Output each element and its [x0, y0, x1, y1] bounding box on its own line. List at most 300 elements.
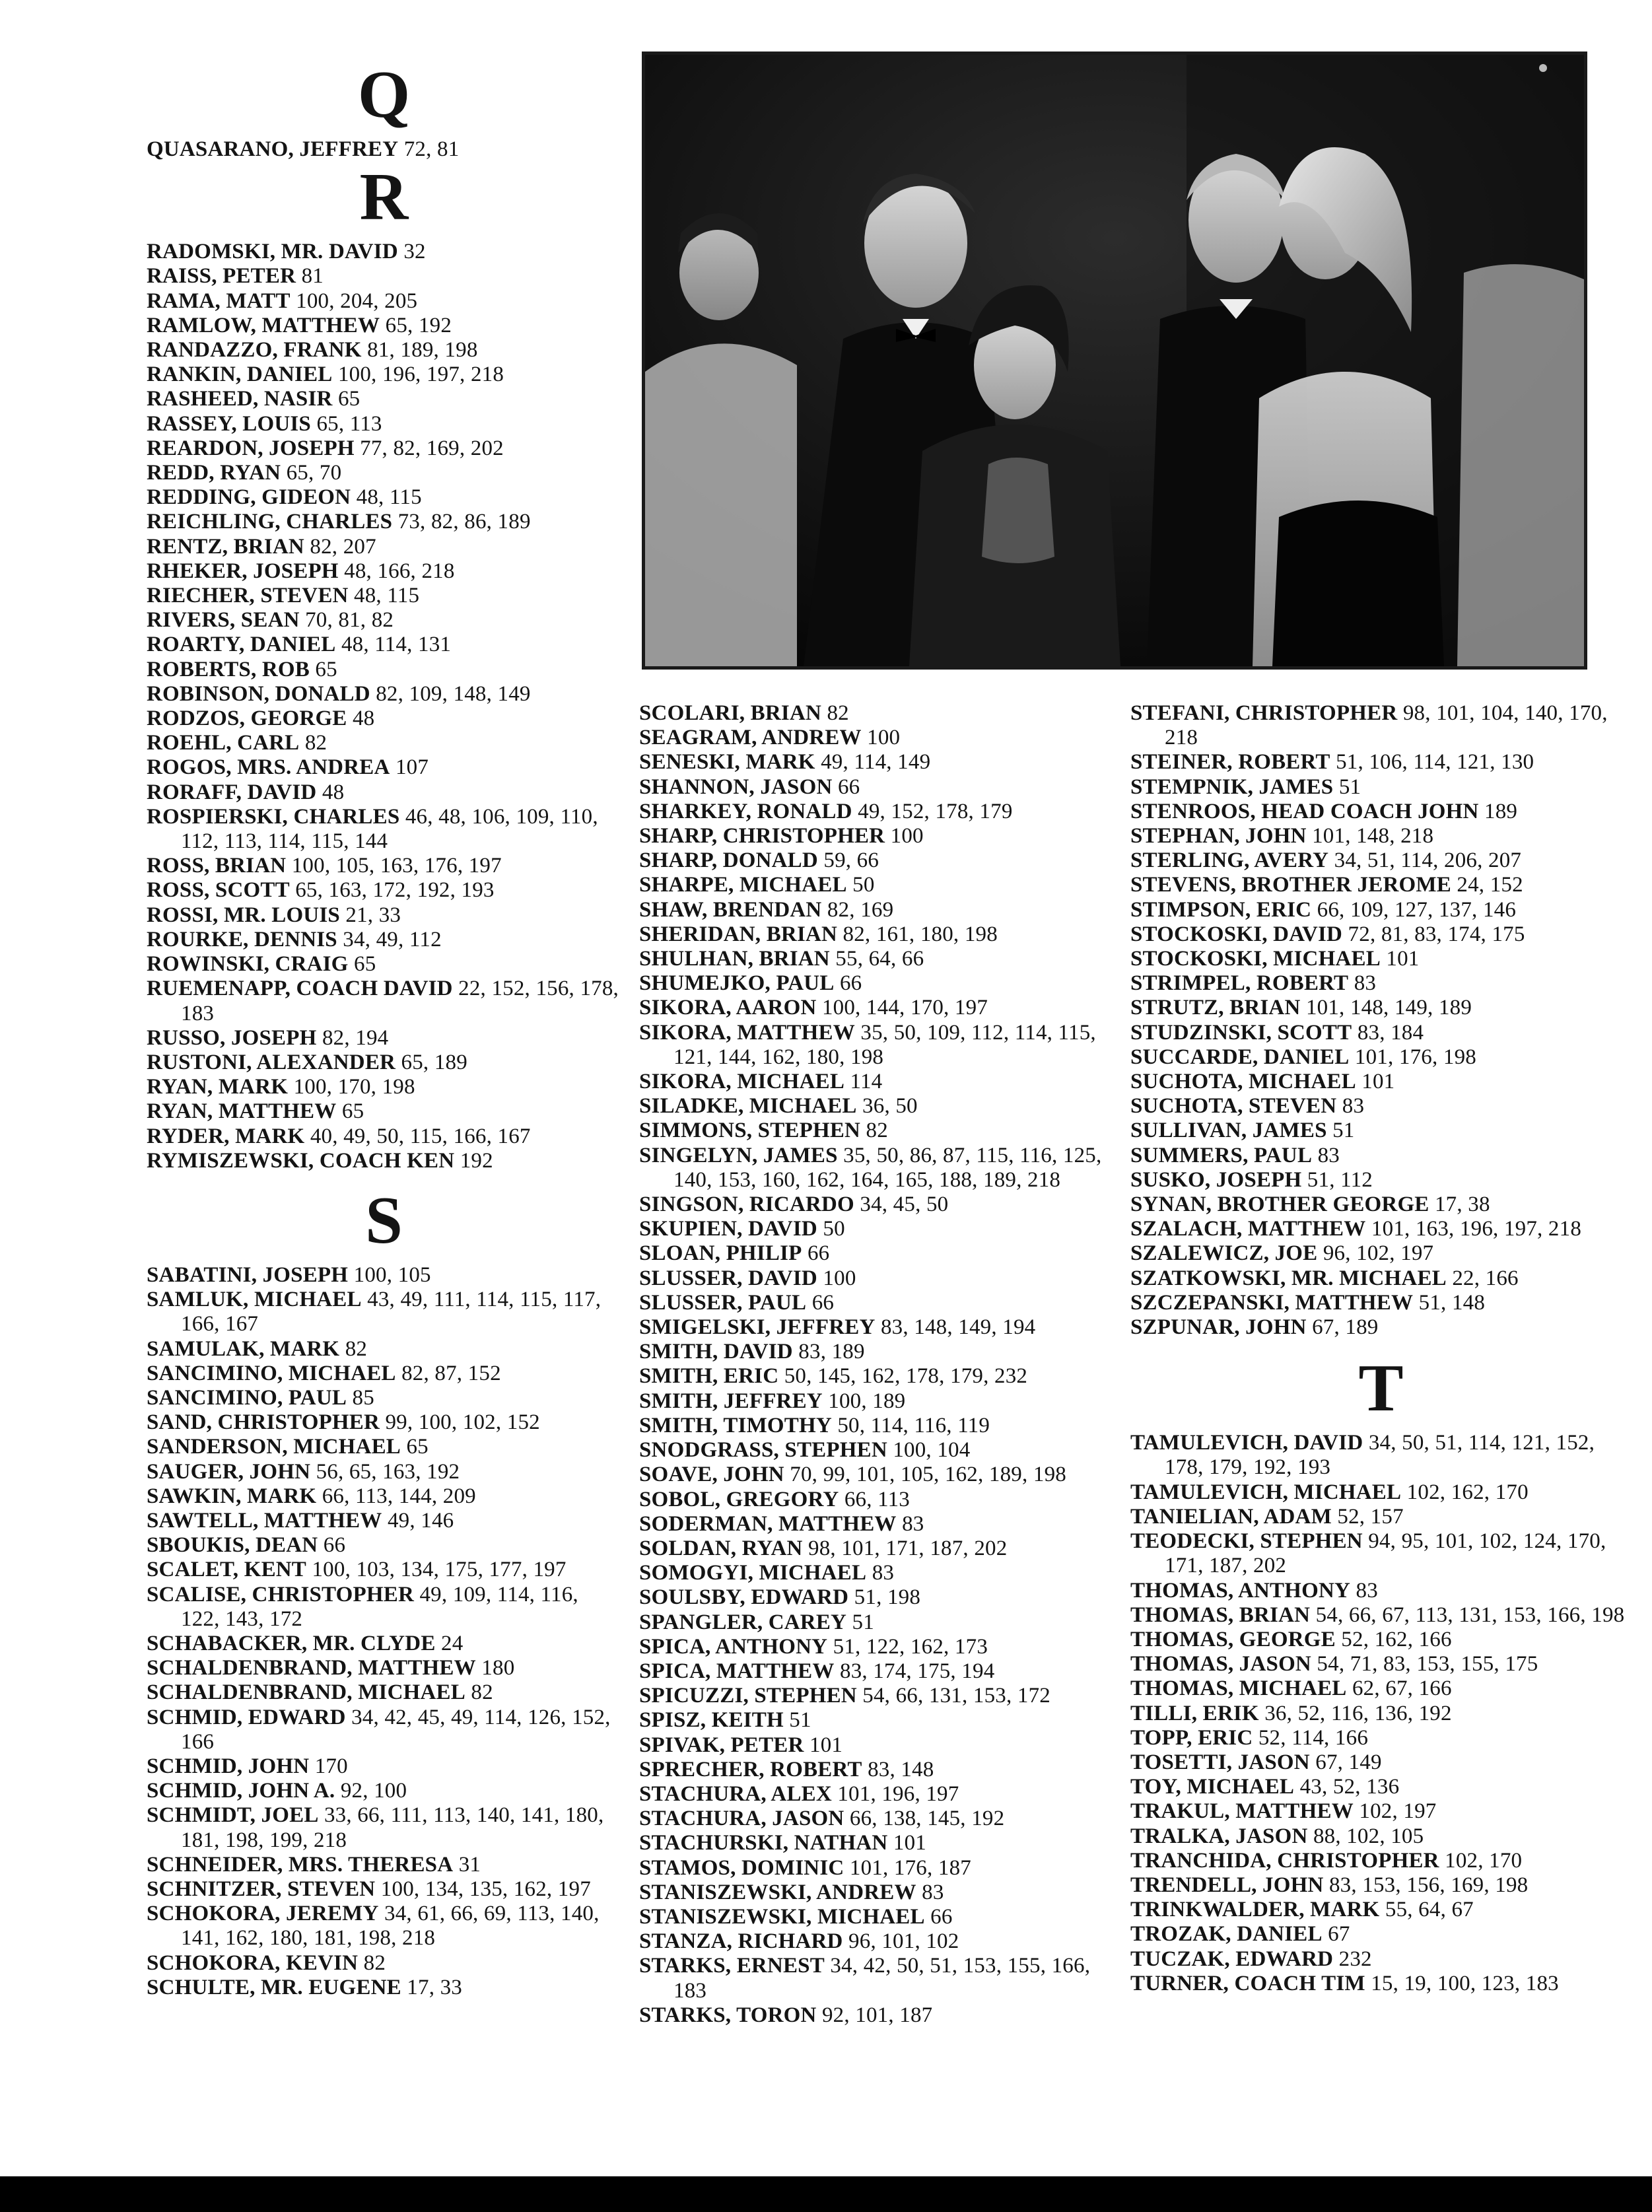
entry-pages: 100, 134, 135, 162, 197	[380, 1877, 591, 1901]
index-entry	[1130, 1480, 1632, 1505]
index-entry	[1130, 1972, 1632, 1996]
entry-pages: 43, 52, 136	[1299, 1775, 1400, 1799]
index-entry	[639, 1561, 1121, 1585]
entry-pages: 32	[403, 240, 426, 264]
entry-name: STARKS, ERNEST	[639, 1954, 825, 1978]
entry-pages: 31	[458, 1852, 481, 1877]
entry-name: STARKS, TORON	[639, 2003, 817, 2027]
index-entry	[639, 1340, 1121, 1364]
section-letter-r: R	[359, 160, 409, 235]
entry-pages: 34, 42, 50, 51, 153, 155, 166, 183	[673, 1954, 1091, 2003]
index-entry	[147, 755, 622, 780]
entry-pages: 65	[341, 1099, 364, 1124]
index-entry	[147, 264, 622, 289]
entry-name: SCOLARI, BRIAN	[639, 701, 822, 725]
entry-name: RUEMENAPP, COACH DAVID	[147, 977, 453, 1001]
entry-pages: 96, 102, 197	[1323, 1241, 1434, 1266]
entry-name: TUCZAK, EDWARD	[1130, 1947, 1334, 1971]
index-entry	[147, 584, 622, 608]
index-entry	[1130, 1431, 1632, 1480]
entry-name: SCHOKORA, JEREMY	[147, 1902, 379, 1926]
entry-pages: 72, 81, 83, 174, 175	[1348, 922, 1525, 946]
index-entry	[639, 1708, 1121, 1733]
entry-name: SIMMONS, STEPHEN	[639, 1119, 861, 1143]
entry-name: TILLI, ERIK	[1130, 1701, 1259, 1725]
index-entry	[639, 701, 1121, 726]
index-entry	[1130, 1702, 1632, 1726]
index-entry	[639, 1782, 1121, 1807]
entry-name: SMITH, TIMOTHY	[639, 1413, 832, 1437]
entry-pages: 98, 101, 171, 187, 202	[808, 1536, 1008, 1560]
index-list-q	[147, 137, 622, 162]
entry-name: SOLDAN, RYAN	[639, 1536, 803, 1560]
entry-name: SCHMID, JOHN	[147, 1754, 310, 1778]
entry-name: SIKORA, MICHAEL	[639, 1070, 845, 1094]
entry-pages: 22, 152, 156, 178, 183	[181, 977, 619, 1025]
entry-name: SAUGER, JOHN	[147, 1459, 311, 1484]
entry-name: SZALEWICZ, JOE	[1130, 1241, 1318, 1266]
entry-pages: 72, 81	[403, 137, 460, 161]
entry-name: SHAW, BRENDAN	[639, 897, 822, 922]
entry-name: SAND, CHRISTOPHER	[147, 1410, 380, 1435]
index-entry	[147, 1337, 622, 1362]
index-entry	[1130, 775, 1632, 800]
entry-name: SABATINI, JOSEPH	[147, 1262, 349, 1287]
entry-pages: 65, 70	[286, 461, 342, 485]
index-entry	[147, 633, 622, 657]
entry-name: SHARKEY, RONALD	[639, 799, 852, 823]
entry-pages: 82	[304, 731, 327, 755]
entry-name: TRAKUL, MATTHEW	[1130, 1799, 1354, 1824]
entry-pages: 54, 71, 83, 153, 155, 175	[1317, 1652, 1538, 1676]
page-bottom-border	[0, 2176, 1652, 2212]
entry-pages: 52, 157	[1337, 1504, 1404, 1529]
entry-name: TOY, MICHAEL	[1130, 1775, 1295, 1799]
index-entry	[147, 240, 622, 264]
entry-pages: 34, 50, 51, 114, 121, 152, 178, 179, 192, 193	[1165, 1431, 1595, 1480]
index-entry	[147, 780, 622, 805]
entry-name: STRUTZ, BRIAN	[1130, 996, 1301, 1020]
entry-pages: 102, 170	[1445, 1848, 1523, 1873]
entry-name: TANIELIAN, ADAM	[1130, 1504, 1332, 1529]
entry-pages: 51, 112	[1307, 1167, 1373, 1192]
entry-pages: 82	[363, 1951, 386, 1975]
index-entry	[1130, 1241, 1632, 1266]
entry-pages: 51, 106, 114, 121, 130	[1336, 750, 1534, 775]
entry-pages: 82, 161, 180, 198	[843, 922, 998, 946]
index-entry	[639, 1488, 1121, 1512]
index-entry	[1130, 1266, 1632, 1291]
index-entry	[1130, 1799, 1632, 1824]
entry-pages: 55, 64, 67	[1385, 1898, 1474, 1922]
entry-pages: 92, 101, 187	[821, 2003, 933, 2027]
entry-pages: 83, 153, 156, 169, 198	[1328, 1873, 1529, 1897]
entry-pages: 51	[852, 1610, 874, 1634]
entry-pages: 65, 189	[401, 1050, 467, 1074]
index-entry	[147, 1877, 622, 1902]
index-entry	[147, 289, 622, 314]
entry-name: SZATKOWSKI, MR. MICHAEL	[1130, 1266, 1447, 1290]
index-entry	[147, 1976, 622, 2000]
index-entry	[147, 952, 622, 977]
index-entry	[639, 1438, 1121, 1463]
entry-name: SZPUNAR, JOHN	[1130, 1315, 1307, 1340]
index-entry	[639, 726, 1121, 750]
entry-name: SAMULAK, MARK	[147, 1336, 340, 1361]
entry-name: STERLING, AVERY	[1130, 848, 1329, 873]
entry-pages: 98, 101, 104, 140, 170, 218	[1165, 701, 1608, 750]
entry-pages: 101, 176, 198	[1354, 1045, 1476, 1069]
entry-name: STANISZEWSKI, ANDREW	[639, 1880, 916, 1904]
entry-pages: 56, 65, 163, 192	[316, 1459, 460, 1484]
index-entry	[147, 1803, 622, 1852]
index-entry	[639, 1364, 1121, 1389]
entry-pages: 24, 152	[1457, 873, 1523, 897]
entry-name: SCHOKORA, KEVIN	[147, 1951, 359, 1975]
entry-pages: 101, 196, 197	[837, 1781, 959, 1806]
index-entry	[147, 1386, 622, 1410]
index-entry	[639, 1610, 1121, 1635]
index-entry	[147, 903, 622, 928]
entry-name: SHUMEJKO, PAUL	[639, 971, 835, 996]
entry-pages: 101	[1386, 947, 1420, 971]
entry-pages: 51	[1338, 775, 1361, 799]
entry-name: SILADKE, MICHAEL	[639, 1094, 857, 1119]
entry-pages: 35, 50, 109, 112, 114, 115, 121, 144, 162, 180, 198	[673, 1020, 1096, 1069]
index-entry	[147, 1026, 622, 1051]
entry-name: SMIGELSKI, JEFFREY	[639, 1315, 876, 1340]
entry-name: SANCIMINO, MICHAEL	[147, 1361, 396, 1385]
index-entry	[147, 1902, 622, 1951]
entry-pages: 54, 66, 131, 153, 172	[862, 1684, 1050, 1708]
entry-name: RANKIN, DANIEL	[147, 363, 333, 387]
index-entry	[1130, 1726, 1632, 1750]
entry-pages: 65	[354, 952, 376, 977]
index-entry	[639, 873, 1121, 897]
entry-pages: 66, 113	[844, 1487, 911, 1511]
index-entry	[147, 1583, 622, 1632]
entry-pages: 88, 102, 105	[1313, 1824, 1424, 1848]
entry-name: SCHMID, EDWARD	[147, 1705, 346, 1729]
entry-pages: 100	[890, 824, 924, 848]
entry-name: SCHMID, JOHN A.	[147, 1779, 335, 1803]
entry-pages: 83	[1342, 1094, 1365, 1119]
entry-pages: 101, 176, 187	[849, 1855, 971, 1880]
index-entry	[147, 805, 622, 854]
entry-name: TRENDELL, JOHN	[1130, 1873, 1324, 1897]
entry-name: STEPHAN, JOHN	[1130, 824, 1307, 848]
index-entry	[639, 1241, 1121, 1266]
entry-name: SANCIMINO, PAUL	[147, 1385, 347, 1410]
entry-pages: 100, 104	[893, 1438, 971, 1463]
entry-name: ROURKE, DENNIS	[147, 927, 337, 951]
index-entry	[639, 1512, 1121, 1537]
entry-name: STANZA, RICHARD	[639, 1929, 843, 1954]
index-entry	[147, 1288, 622, 1336]
entry-name: SHARPE, MICHAEL	[639, 873, 847, 897]
entry-pages: 101, 163, 196, 197, 218	[1371, 1217, 1582, 1241]
index-column-2	[639, 701, 1121, 2028]
index-entry	[639, 824, 1121, 848]
entry-name: SIKORA, AARON	[639, 996, 817, 1020]
index-entry	[147, 977, 622, 1025]
entry-pages: 101	[1361, 1070, 1395, 1094]
entry-name: STACHURA, ALEX	[639, 1781, 832, 1806]
section-letter-t: T	[1358, 1351, 1404, 1426]
entry-name: SCHNITZER, STEVEN	[147, 1877, 376, 1901]
index-entry	[147, 854, 622, 878]
index-entry	[147, 1632, 622, 1656]
index-entry	[147, 1656, 622, 1680]
index-entry	[1130, 1217, 1632, 1241]
entry-pages: 36, 50	[862, 1094, 918, 1119]
entry-name: ROSS, SCOTT	[147, 878, 290, 903]
index-entry	[1130, 824, 1632, 848]
index-entry	[1130, 1628, 1632, 1652]
entry-pages: 82, 207	[310, 534, 376, 559]
index-entry	[639, 1635, 1121, 1659]
entry-pages: 55, 64, 66	[835, 947, 924, 971]
entry-pages: 83	[1354, 971, 1377, 996]
entry-pages: 83, 189	[798, 1340, 865, 1364]
entry-pages: 40, 49, 50, 115, 166, 167	[310, 1124, 531, 1148]
entry-name: ROWINSKI, CRAIG	[147, 952, 349, 977]
entry-pages: 66	[839, 971, 862, 996]
entry-pages: 101	[893, 1831, 926, 1855]
entry-name: SINGELYN, JAMES	[639, 1143, 838, 1167]
entry-pages: 54, 66, 67, 113, 131, 153, 166, 198	[1315, 1603, 1625, 1627]
entry-name: STEVENS, BROTHER JEROME	[1130, 873, 1451, 897]
index-entry	[147, 1149, 622, 1173]
entry-pages: 59, 66	[823, 848, 879, 873]
index-entry	[1130, 971, 1632, 996]
entry-pages: 48, 115	[356, 485, 422, 510]
entry-pages: 50	[852, 873, 875, 897]
index-entry	[1130, 898, 1632, 922]
index-entry	[1130, 1094, 1632, 1119]
entry-name: SAWTELL, MATTHEW	[147, 1508, 382, 1533]
index-entry	[1130, 1529, 1632, 1578]
index-entry	[147, 1951, 622, 1976]
index-entry	[1130, 1168, 1632, 1192]
index-entry	[639, 1659, 1121, 1684]
index-entry	[1130, 1603, 1632, 1628]
entry-name: QUASARANO, JEFFREY	[147, 137, 399, 161]
entry-pages: 46, 48, 106, 109, 110, 112, 113, 114, 115, 144	[181, 804, 598, 854]
entry-name: SPIVAK, PETER	[639, 1733, 804, 1757]
index-entry	[639, 1266, 1121, 1291]
index-entry	[147, 1410, 622, 1435]
index-entry	[1130, 1192, 1632, 1217]
section-letter-s: S	[365, 1183, 403, 1258]
entry-name: SUCHOTA, STEVEN	[1130, 1094, 1337, 1119]
index-entry	[1130, 873, 1632, 897]
entry-pages: 100, 189	[828, 1389, 906, 1413]
entry-pages: 70, 99, 101, 105, 162, 189, 198	[790, 1463, 1066, 1487]
entry-name: SCALET, KENT	[147, 1558, 307, 1582]
entry-name: SAWKIN, MARK	[147, 1484, 317, 1508]
entry-pages: 82, 109, 148, 149	[376, 681, 531, 706]
index-entry	[1130, 1045, 1632, 1070]
index-entry	[639, 1315, 1121, 1340]
index-entry	[147, 461, 622, 485]
prom-dance-photo	[642, 52, 1587, 670]
entry-name: TRANCHIDA, CHRISTOPHER	[1130, 1848, 1439, 1873]
index-entry	[147, 1853, 622, 1877]
entry-pages: 66	[323, 1533, 346, 1558]
entry-pages: 101, 148, 149, 189	[1305, 996, 1472, 1020]
entry-pages: 100	[823, 1266, 856, 1290]
entry-pages: 82, 194	[322, 1025, 389, 1050]
entry-pages: 34, 51, 114, 206, 207	[1334, 848, 1522, 873]
entry-name: ROBERTS, ROB	[147, 657, 310, 681]
index-entry	[147, 137, 622, 162]
entry-pages: 66, 113, 144, 209	[322, 1484, 476, 1508]
entry-pages: 92, 100	[340, 1779, 407, 1803]
entry-name: SIKORA, MATTHEW	[639, 1020, 855, 1045]
entry-pages: 67, 189	[1312, 1315, 1379, 1340]
entry-name: RENTZ, BRIAN	[147, 534, 304, 559]
entry-name: REDDING, GIDEON	[147, 485, 351, 510]
index-entry	[147, 1460, 622, 1484]
index-entry	[1130, 1119, 1632, 1143]
index-entry	[639, 1414, 1121, 1438]
entry-pages: 49, 109, 114, 116, 122, 143, 172	[181, 1582, 578, 1631]
section-letter-q: Q	[357, 57, 411, 132]
entry-name: SUCHOTA, MICHAEL	[1130, 1070, 1356, 1094]
entry-name: SPRECHER, ROBERT	[639, 1757, 862, 1781]
entry-pages: 48, 114, 131	[341, 633, 452, 657]
index-entry	[639, 1192, 1121, 1217]
entry-name: STIMPSON, ERIC	[1130, 897, 1312, 922]
index-entry	[639, 996, 1121, 1020]
entry-name: STACHURSKI, NATHAN	[639, 1831, 888, 1855]
entry-name: SUSKO, JOSEPH	[1130, 1167, 1302, 1192]
entry-pages: 102, 197	[1359, 1799, 1437, 1824]
index-entry	[147, 707, 622, 731]
entry-pages: 82	[471, 1680, 493, 1705]
index-entry	[639, 1831, 1121, 1855]
index-entry	[639, 1954, 1121, 2003]
entry-name: SHERIDAN, BRIAN	[639, 922, 838, 946]
entry-name: RODZOS, GEORGE	[147, 707, 347, 731]
entry-name: STRIMPEL, ROBERT	[1130, 971, 1349, 996]
index-entry	[1130, 1873, 1632, 1898]
index-entry	[147, 608, 622, 633]
entry-name: RIECHER, STEVEN	[147, 584, 349, 608]
entry-name: ROEHL, CARL	[147, 731, 300, 755]
entry-pages: 82	[827, 701, 849, 725]
index-entry	[639, 1684, 1121, 1708]
entry-name: SPICA, ANTHONY	[639, 1634, 828, 1659]
index-entry	[1130, 1315, 1632, 1340]
index-entry	[147, 682, 622, 707]
index-entry	[1130, 996, 1632, 1020]
entry-name: REARDON, JOSEPH	[147, 436, 355, 460]
index-entry	[147, 1533, 622, 1558]
entry-pages: 48, 115	[354, 584, 420, 608]
entry-name: SLUSSER, PAUL	[639, 1290, 807, 1315]
index-entry	[639, 922, 1121, 947]
entry-name: SLUSSER, DAVID	[639, 1266, 817, 1290]
index-entry	[639, 1463, 1121, 1487]
entry-name: RIVERS, SEAN	[147, 608, 300, 633]
index-entry	[1130, 1021, 1632, 1045]
index-entry	[147, 1680, 622, 1705]
entry-name: SCHNEIDER, MRS. THERESA	[147, 1852, 454, 1877]
entry-pages: 67, 149	[1315, 1750, 1382, 1774]
entry-name: SCHMIDT, JOEL	[147, 1803, 319, 1828]
entry-name: SEAGRAM, ANDREW	[639, 726, 862, 750]
entry-name: RYDER, MARK	[147, 1124, 305, 1148]
index-entry	[1130, 1824, 1632, 1849]
entry-pages: 24	[441, 1631, 464, 1655]
entry-pages: 232	[1338, 1947, 1372, 1971]
entry-pages: 65	[315, 657, 337, 681]
entry-pages: 21, 33	[345, 903, 401, 927]
index-entry	[639, 1733, 1121, 1758]
index-entry	[1130, 1070, 1632, 1094]
index-entry	[147, 363, 622, 387]
entry-name: STACHURA, JASON	[639, 1807, 844, 1831]
entry-name: THOMAS, GEORGE	[1130, 1627, 1336, 1651]
entry-pages: 48	[322, 780, 345, 804]
index-column-3	[1130, 701, 1632, 1996]
entry-pages: 70, 81, 82	[305, 608, 394, 633]
index-entry	[1130, 1291, 1632, 1315]
entry-name: RUSSO, JOSEPH	[147, 1025, 317, 1050]
index-entry	[639, 947, 1121, 971]
index-entry	[1130, 1652, 1632, 1676]
entry-pages: 51, 198	[854, 1585, 921, 1610]
index-entry	[1130, 1676, 1632, 1701]
entry-pages: 34, 61, 66, 69, 113, 140, 141, 162, 180, 181, 198, 218	[181, 1902, 600, 1951]
entry-pages: 66, 109, 127, 137, 146	[1317, 897, 1517, 922]
entry-name: ROARTY, DANIEL	[147, 633, 336, 657]
entry-pages: 94, 95, 101, 102, 124, 170, 171, 187, 202	[1165, 1529, 1606, 1578]
entry-pages: 77, 82, 169, 202	[360, 436, 504, 460]
entry-pages: 48	[352, 707, 375, 731]
index-entry	[147, 535, 622, 559]
entry-pages: 96, 101, 102	[848, 1929, 959, 1954]
entry-pages: 43, 49, 111, 114, 115, 117, 166, 167	[181, 1288, 602, 1336]
entry-name: THOMAS, BRIAN	[1130, 1603, 1311, 1627]
entry-name: SAMLUK, MICHAEL	[147, 1288, 362, 1312]
index-entry	[147, 878, 622, 903]
entry-name: SODERMAN, MATTHEW	[639, 1511, 897, 1536]
entry-pages: 107	[395, 755, 429, 780]
entry-pages: 51	[1332, 1119, 1355, 1143]
entry-name: SZCZEPANSKI, MATTHEW	[1130, 1290, 1414, 1315]
entry-name: RYMISZEWSKI, COACH KEN	[147, 1148, 455, 1173]
entry-pages: 50, 145, 162, 178, 179, 232	[784, 1364, 1028, 1389]
index-entry	[1130, 1922, 1632, 1947]
index-list-s1	[147, 1263, 622, 2000]
index-entry	[147, 1075, 622, 1099]
index-entry	[147, 1263, 622, 1288]
index-entry	[1130, 1579, 1632, 1603]
photo-illustration	[645, 55, 1584, 666]
entry-name: SCHALDENBRAND, MICHAEL	[147, 1680, 465, 1705]
entry-pages: 51, 148	[1418, 1290, 1486, 1315]
entry-name: TURNER, COACH TIM	[1130, 1971, 1365, 1995]
entry-name: TROZAK, DANIEL	[1130, 1922, 1323, 1947]
entry-pages: 100, 170, 198	[293, 1075, 415, 1099]
entry-name: RAMA, MATT	[147, 289, 291, 313]
index-entry	[1130, 750, 1632, 775]
entry-pages: 51	[789, 1708, 811, 1733]
index-entry	[147, 731, 622, 755]
